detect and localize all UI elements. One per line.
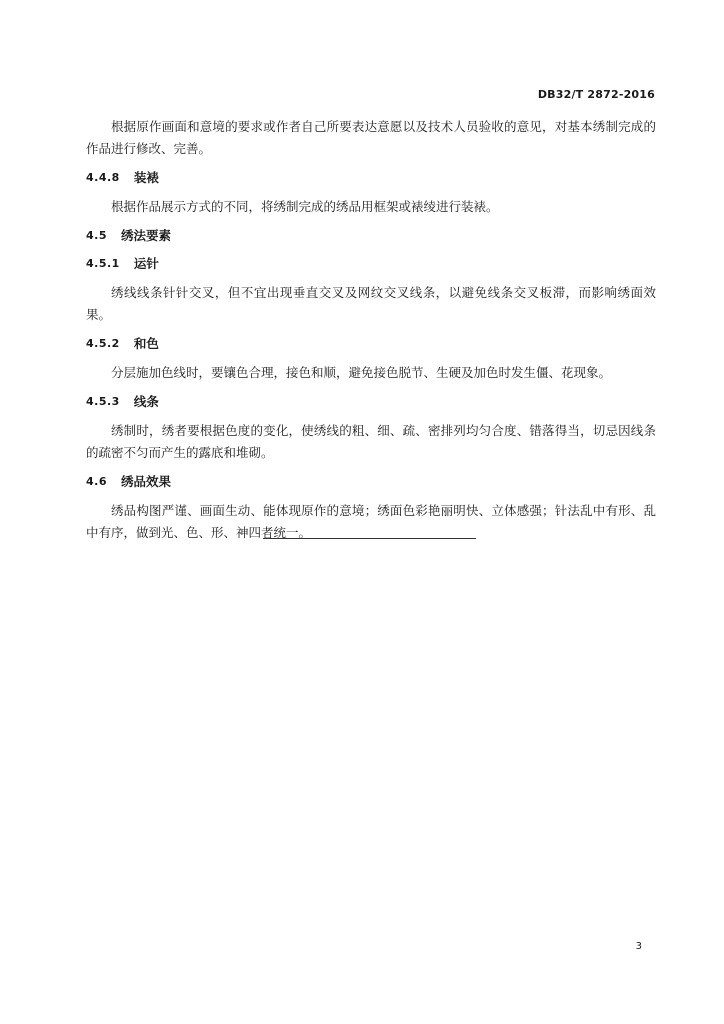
section-heading-4-5 [86, 228, 656, 244]
section-number: 4.6 [86, 475, 107, 488]
section-number: 4.4.8 [86, 171, 120, 184]
section-heading-4-5-1 [86, 256, 656, 272]
section-heading-4-5-3 [86, 394, 656, 410]
section-number: 4.5.2 [86, 337, 120, 350]
page-number: 3 [635, 941, 642, 952]
section-title: 和色 [133, 336, 159, 351]
section-heading-4-4-8 [86, 170, 656, 186]
section-title: 绣法要素 [121, 228, 172, 243]
section-number: 4.5.3 [86, 395, 120, 408]
section-title: 装裱 [133, 170, 159, 185]
paragraph-color-blending: 分层施加色线时，要镶色合理，接色和顺，避免接色脱节、生硬及加色时发生僵、花现象。 [111, 365, 612, 380]
paragraph-needle-work: 绣线线条针针交叉，但不宜出现垂直交叉及网纹交叉线条，以避免线条交叉板滞，而影响绣面效果。 [86, 285, 656, 322]
paragraph-embroidery-effect: 绣品构图严谨、画面生动、能体现原作的意境；绣面色彩艳丽明快、立体感强；针法乱中有形、乱中有序，做到光、色、形、神四者统一。 [86, 503, 656, 540]
section-heading-4-6 [86, 474, 656, 490]
document-code: DB32/T 2872-2016 [537, 88, 655, 101]
document-body [86, 116, 656, 544]
section-heading-4-5-2 [86, 336, 656, 352]
section-title: 运针 [133, 256, 159, 271]
section-number: 4.5.1 [86, 257, 120, 270]
section-number: 4.5 [86, 229, 107, 242]
paragraph-thread-lines: 绣制时，绣者要根据色度的变化，使绣线的粗、细、疏、密排列均匀合度、错落得当，切忌因线条的疏密不匀而产生的露底和堆砌。 [86, 423, 656, 460]
end-of-document-rule [263, 538, 476, 539]
paragraph-mounting: 根据作品展示方式的不同，将绣制完成的绣品用框架或裱绫进行装裱。 [111, 199, 499, 214]
paragraph-revision: 根据原作画面和意境的要求或作者自己所要表达意愿以及技术人员验收的意见，对基本绣制完成的作品进行修改、完善。 [86, 119, 656, 156]
section-title: 线条 [133, 394, 159, 409]
section-title: 绣品效果 [121, 474, 172, 489]
